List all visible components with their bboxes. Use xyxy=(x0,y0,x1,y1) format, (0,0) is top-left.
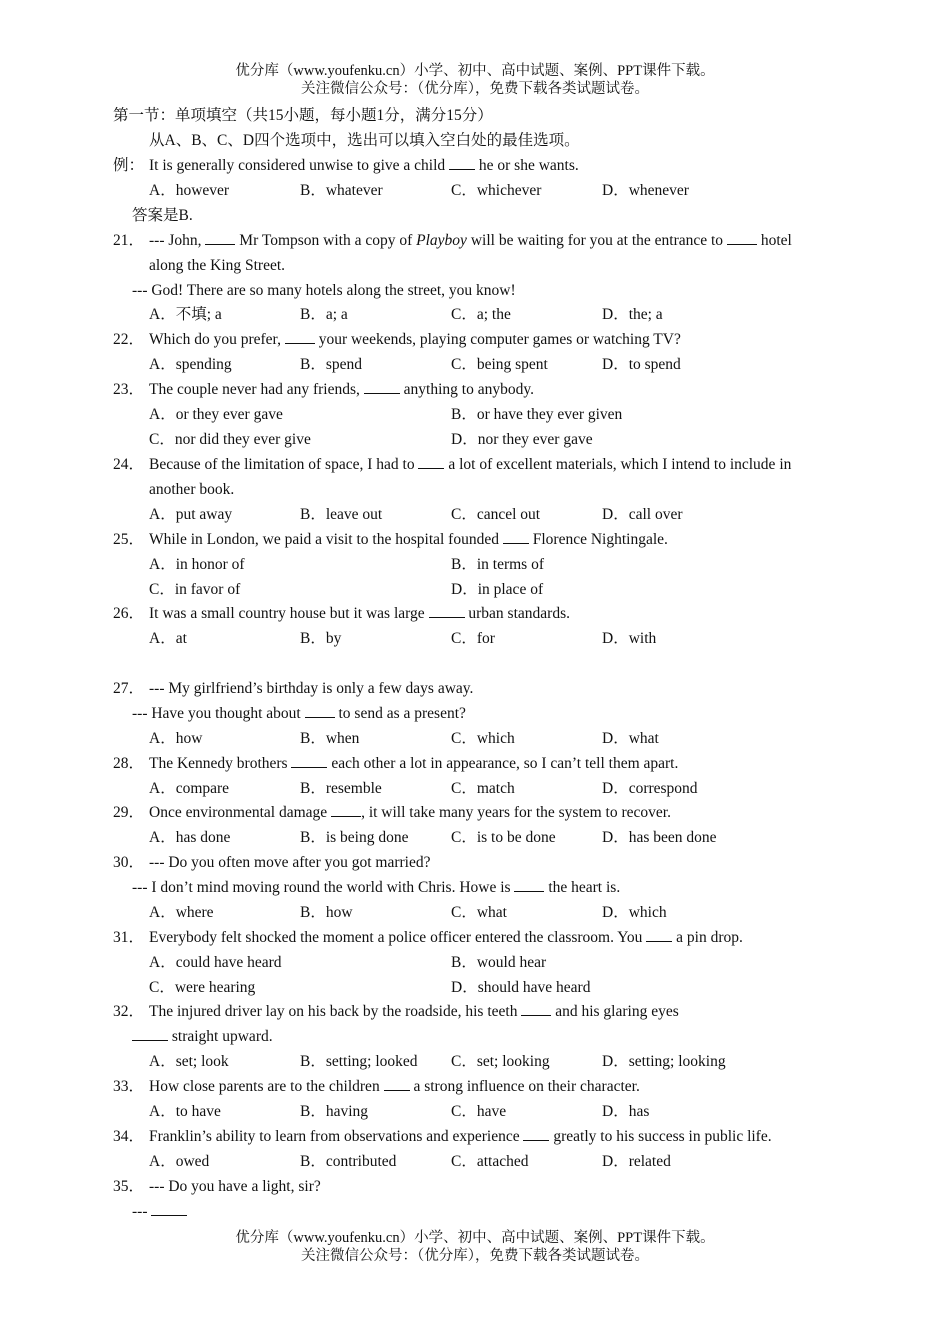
stem-text: he or she wants. xyxy=(475,157,579,174)
question-text: --- Do you often move after you got married? xyxy=(149,854,431,871)
answer-blank xyxy=(418,454,444,469)
stem-text: Because of the limitation of space, I had to xyxy=(149,456,419,473)
answer-blank xyxy=(449,155,475,170)
option-d: D．nor they ever gave xyxy=(451,431,593,448)
question-number: 28． xyxy=(113,755,145,772)
stem-text: While in London, we paid a visit to the hospital founded xyxy=(149,531,503,548)
option-d: D．with xyxy=(602,630,657,647)
section-instruction: 从A、B、C、D四个选项中，选出可以填入空白处的最佳选项。 xyxy=(149,132,580,149)
answer-blank xyxy=(646,927,672,942)
option-c: C．which xyxy=(451,730,515,747)
option-b: B．spend xyxy=(300,356,363,373)
section-title: 第一节：单项填空（共15小题，每小题1分，满分15分） xyxy=(113,107,493,124)
answer-blank xyxy=(132,1026,168,1041)
option-d: D．which xyxy=(602,904,667,921)
page-header xyxy=(0,62,950,98)
option-c: C．set; looking xyxy=(451,1053,550,1070)
answer-blank xyxy=(503,529,529,544)
stem-text: Mr Tompson with a copy of xyxy=(235,232,417,249)
option-b: B．leave out xyxy=(300,506,383,523)
question-text xyxy=(149,1074,640,1099)
stem-text: How close parents are to the children xyxy=(149,1078,384,1095)
stem-text: hotel xyxy=(756,232,792,249)
option-b: B．how xyxy=(300,904,353,921)
option-b: B．resemble xyxy=(300,780,382,797)
footer-line-2: 关注微信公众号：（优分库），免费下载各类试题试卷。 xyxy=(301,1248,649,1264)
option-b: B．is being done xyxy=(300,829,409,846)
option-b: B．having xyxy=(300,1103,369,1120)
stem-text: a strong influence on their character. xyxy=(409,1078,640,1095)
answer-blank xyxy=(205,230,235,245)
option-a: A．owed xyxy=(149,1153,210,1170)
stem-text: , it will take many years for the system to recover. xyxy=(361,804,671,821)
option-a: A．at xyxy=(149,630,187,647)
question-text-cont xyxy=(132,1024,273,1049)
option-b: B．whatever xyxy=(300,182,383,199)
answer-blank xyxy=(285,329,315,344)
answer-blank xyxy=(305,703,335,718)
question-number: 25． xyxy=(113,531,145,548)
stem-text: a pin drop. xyxy=(672,929,743,946)
option-b: B．by xyxy=(300,630,342,647)
answer-blank xyxy=(429,603,465,618)
option-a: A．put away xyxy=(149,506,233,523)
question-text xyxy=(149,1124,772,1149)
option-d: D．correspond xyxy=(602,780,698,797)
question-number: 22． xyxy=(113,331,145,348)
dialogue-reply xyxy=(132,1199,187,1224)
option-a: A．compare xyxy=(149,780,230,797)
option-d: D．has xyxy=(602,1103,650,1120)
header-line-2: 关注微信公众号：（优分库），免费下载各类试题试卷。 xyxy=(301,81,649,97)
option-a: A．不填; a xyxy=(149,306,222,323)
option-b: B．or have they ever given xyxy=(451,406,623,423)
option-a: A．or they ever gave xyxy=(149,406,283,423)
stem-text: It is generally considered unwise to give a child xyxy=(149,157,450,174)
option-a: A．could have heard xyxy=(149,954,282,971)
question-number: 34． xyxy=(113,1128,145,1145)
stem-text: Which do you prefer, xyxy=(149,331,285,348)
option-c: C．whichever xyxy=(451,182,542,199)
stem-text: and his glaring eyes xyxy=(551,1003,679,1020)
option-a: A．however xyxy=(149,182,230,199)
question-number: 35． xyxy=(113,1178,145,1195)
option-d: D．should have heard xyxy=(451,979,591,996)
option-c: C．match xyxy=(451,780,515,797)
option-a: A．set; look xyxy=(149,1053,229,1070)
option-c: C．what xyxy=(451,904,507,921)
option-c: C．attached xyxy=(451,1153,529,1170)
option-a: A．in honor of xyxy=(149,556,245,573)
option-c: C．a; the xyxy=(451,306,511,323)
question-text xyxy=(149,228,792,253)
question-text xyxy=(149,327,681,352)
stem-text: Franklin’s ability to learn from observations and experience xyxy=(149,1128,524,1145)
magazine-title: Playboy xyxy=(416,232,467,249)
question-number: 30． xyxy=(113,854,145,871)
option-d: D．in place of xyxy=(451,581,544,598)
example-answer: 答案是B. xyxy=(132,207,193,224)
option-c: C．cancel out xyxy=(451,506,541,523)
question-number: 33． xyxy=(113,1078,145,1095)
answer-blank xyxy=(364,379,400,394)
stem-text: urban standards. xyxy=(464,605,570,622)
question-text xyxy=(149,527,668,552)
stem-text: anything to anybody. xyxy=(399,381,534,398)
option-c: C．is to be done xyxy=(451,829,556,846)
footer-line-1: 优分库（www.youfenku.cn）小学、初中、高中试题、案例、PPT课件下载。 xyxy=(235,1230,715,1246)
answer-blank xyxy=(291,753,327,768)
example-label: 例： xyxy=(113,157,145,174)
option-c: C．nor did they ever give xyxy=(149,431,311,448)
dialogue-reply xyxy=(132,701,466,726)
question-number: 29． xyxy=(113,804,145,821)
stem-text: The couple never had any friends, xyxy=(149,381,364,398)
option-a: A．has done xyxy=(149,829,231,846)
option-b: B．in terms of xyxy=(451,556,544,573)
answer-blank xyxy=(514,877,544,892)
answer-blank xyxy=(151,1201,187,1216)
question-number: 32． xyxy=(113,1003,145,1020)
option-d: D．to spend xyxy=(602,356,681,373)
stem-text: --- I don’t mind moving round the world with Chris. Howe is xyxy=(132,879,515,896)
option-d: D．related xyxy=(602,1153,671,1170)
option-a: A．to have xyxy=(149,1103,221,1120)
option-d: D．has been done xyxy=(602,829,717,846)
option-c: C．were hearing xyxy=(149,979,256,996)
stem-text: The Kennedy brothers xyxy=(149,755,292,772)
question-text: --- My girlfriend’s birthday is only a few days away. xyxy=(149,680,474,697)
question-text-cont: another book. xyxy=(149,481,235,498)
question-text: --- Do you have a light, sir? xyxy=(149,1178,321,1195)
question-number: 21． xyxy=(113,232,145,249)
page-footer xyxy=(0,1229,950,1265)
question-text xyxy=(149,377,534,402)
option-b: B．when xyxy=(300,730,360,747)
option-d: D．whenever xyxy=(602,182,689,199)
option-d: D．what xyxy=(602,730,659,747)
answer-blank xyxy=(521,1001,551,1016)
question-number: 31． xyxy=(113,929,145,946)
stem-text: straight upward. xyxy=(168,1028,273,1045)
stem-text: to send as a present? xyxy=(334,705,466,722)
example-text xyxy=(149,153,579,178)
option-d: D．setting; looking xyxy=(602,1053,726,1070)
stem-text: greatly to his success in public life. xyxy=(549,1128,772,1145)
question-text xyxy=(149,601,570,626)
option-d: D．the; a xyxy=(602,306,663,323)
answer-blank xyxy=(523,1126,549,1141)
question-number: 24． xyxy=(113,456,145,473)
stem-text: The injured driver lay on his back by the roadside, his teeth xyxy=(149,1003,522,1020)
answer-blank xyxy=(384,1076,410,1091)
dialogue-reply xyxy=(132,875,620,900)
stem-text: Once environmental damage xyxy=(149,804,332,821)
option-b: B．a; a xyxy=(300,306,348,323)
question-text xyxy=(149,999,679,1024)
option-c: C．in favor of xyxy=(149,581,241,598)
question-text xyxy=(149,800,671,825)
stem-text: the heart is. xyxy=(544,879,621,896)
option-a: A．where xyxy=(149,904,214,921)
header-line-1: 优分库（www.youfenku.cn）小学、初中、高中试题、案例、PPT课件下载。 xyxy=(235,63,715,79)
stem-text: --- xyxy=(132,1203,152,1220)
stem-text: will be waiting for you at the entrance to xyxy=(466,232,727,249)
option-b: B．contributed xyxy=(300,1153,397,1170)
option-a: A．spending xyxy=(149,356,232,373)
stem-text: Florence Nightingale. xyxy=(528,531,668,548)
stem-text: your weekends, playing computer games or watching TV? xyxy=(314,331,681,348)
question-number: 26． xyxy=(113,605,145,622)
question-number: 23． xyxy=(113,381,145,398)
stem-text: --- Have you thought about xyxy=(132,705,305,722)
option-c: C．have xyxy=(451,1103,507,1120)
question-text-cont: along the King Street. xyxy=(149,257,286,274)
option-a: A．how xyxy=(149,730,203,747)
answer-blank xyxy=(727,230,757,245)
dialogue-reply: --- God! There are so many hotels along the street, you know! xyxy=(132,282,516,299)
option-c: C．being spent xyxy=(451,356,548,373)
stem-text: It was a small country house but it was large xyxy=(149,605,429,622)
question-text xyxy=(149,751,678,776)
question-number: 27． xyxy=(113,680,145,697)
stem-text: --- John, xyxy=(149,232,206,249)
option-c: C．for xyxy=(451,630,495,647)
question-text xyxy=(149,925,743,950)
option-d: D．call over xyxy=(602,506,683,523)
question-text xyxy=(149,452,791,477)
stem-text: a lot of excellent materials, which I intend to include in xyxy=(444,456,792,473)
stem-text: each other a lot in appearance, so I can’t tell them apart. xyxy=(327,755,679,772)
answer-blank xyxy=(331,802,361,817)
option-b: B．setting; looked xyxy=(300,1053,418,1070)
option-b: B．would hear xyxy=(451,954,547,971)
stem-text: Everybody felt shocked the moment a police officer entered the classroom. You xyxy=(149,929,647,946)
